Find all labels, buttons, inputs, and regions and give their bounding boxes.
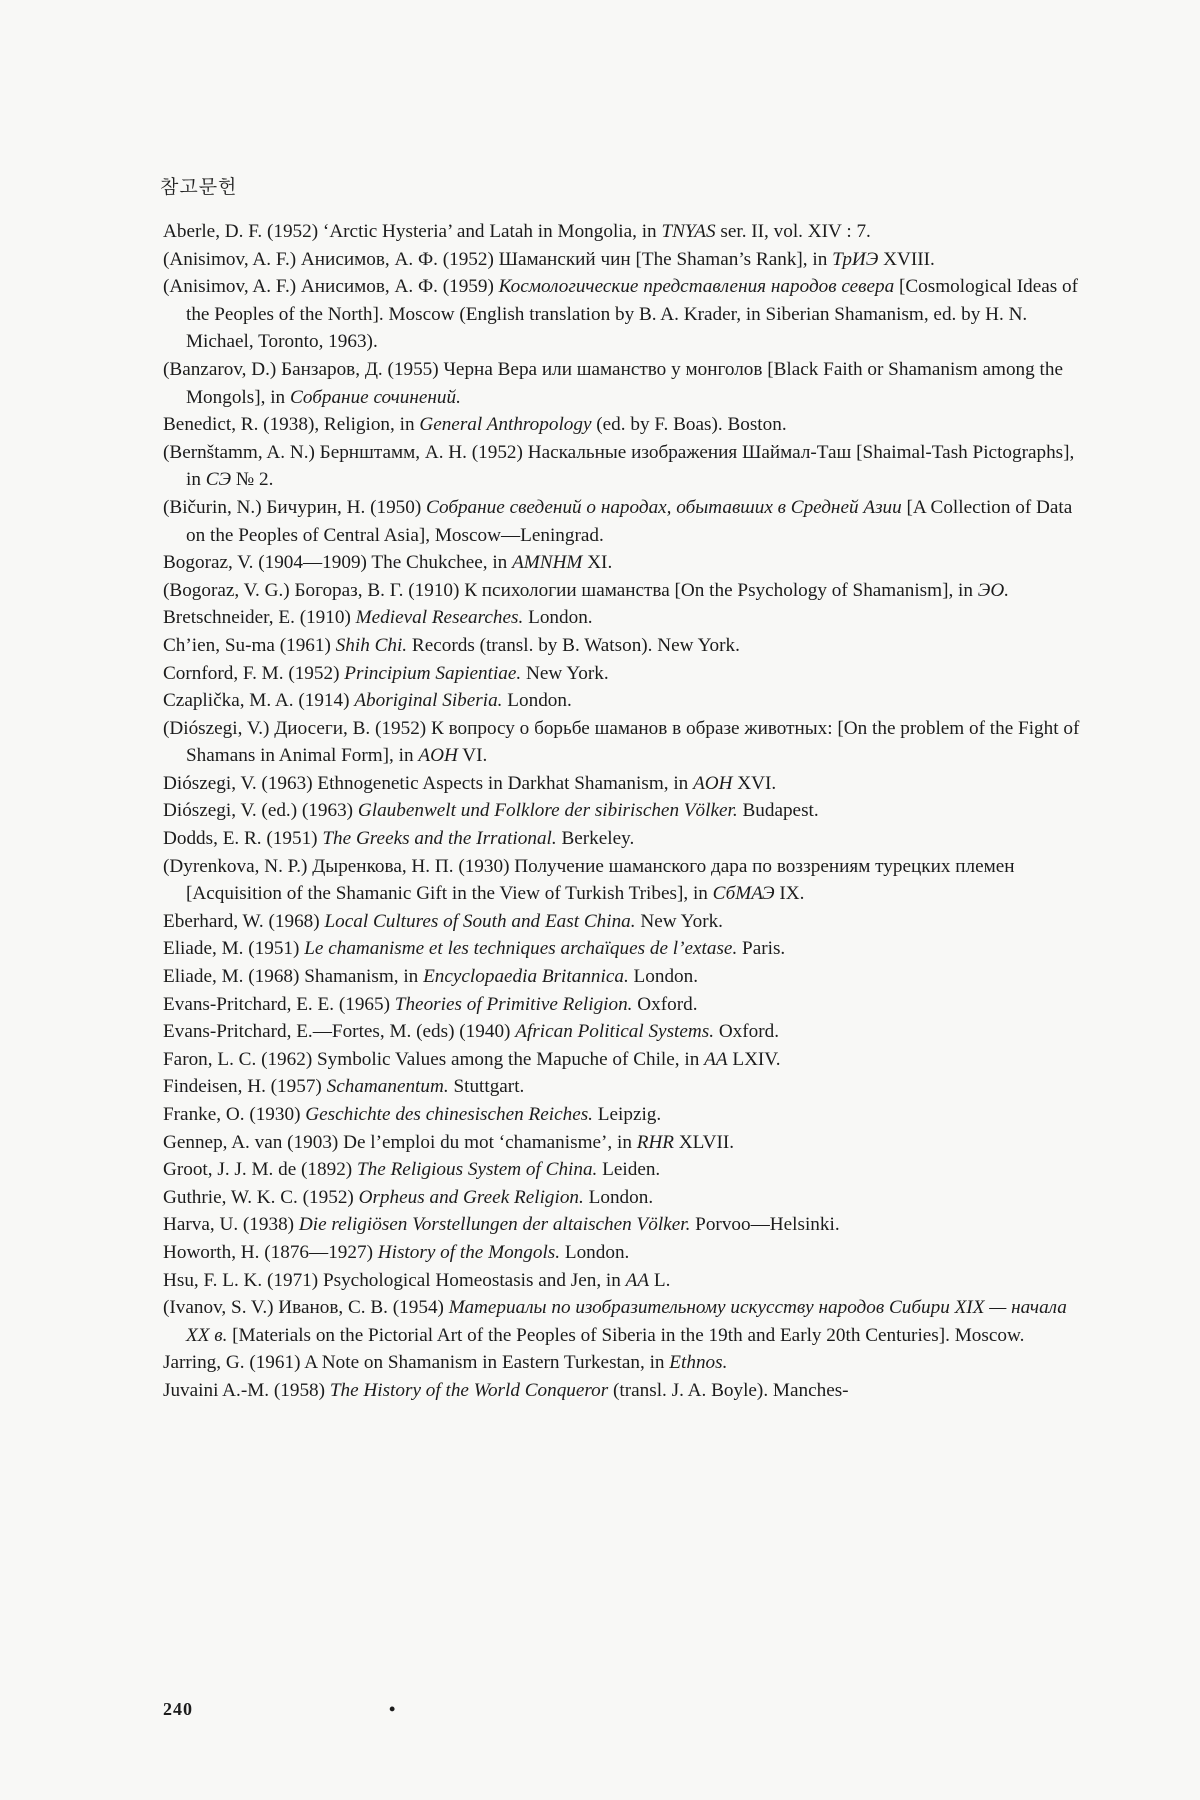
- entry-title: Glaubenwelt und Folklore der sibirischen Völker.: [357, 800, 738, 822]
- entry-text-after: [Cosmological Ideas of the Peoples of the North]. Moscow (English translation by B. A. Krader, in Siberian Shamanism, ed. by H. N. Michael, Toronto, 1963).: [186, 276, 1079, 353]
- entry-text-after: London.: [523, 607, 593, 629]
- bibliography-entry: [163, 632, 1083, 660]
- entry-text-after: Leipzig.: [592, 1104, 662, 1125]
- entry-title: The Religious System of China.: [357, 1159, 598, 1181]
- bibliography-entry: [163, 908, 1083, 936]
- entry-text-after: London.: [502, 690, 572, 712]
- entry-text: Aberle, D. F. (1952) ‘Arctic Hysteria’ and Latah in Mongolia, in: [163, 221, 662, 242]
- entry-text: Diószegi, V. (ed.) (1963): [163, 800, 358, 822]
- entry-text: Gennep, A. van (1903) De l’emploi du mot ‘chamanisme’, in: [163, 1131, 637, 1153]
- entry-text: Bogoraz, V. (1904—1909) The Chukchee, in: [163, 552, 513, 574]
- entry-text: (Bernštamm, A. N.) Бернштамм, А. Н. (1952) Наскальные изображения Шаймал-Таш [Shaimal-Tash Pictographs], in: [163, 441, 1075, 491]
- entry-text: Eliade, M. (1968) Shamanism, in: [163, 966, 424, 988]
- entry-text-after: ser. II, vol. XIV : 7.: [715, 221, 871, 242]
- bibliography-entry: [163, 825, 1083, 853]
- entry-title: Материалы по изобразительному искусству народов Сибири XIX — начала XX в.: [186, 1297, 1067, 1346]
- entry-text: Harva, U. (1938): [163, 1214, 299, 1236]
- entry-title: RHR: [636, 1131, 675, 1153]
- entry-title: СЭ: [205, 469, 232, 491]
- entry-title: Encyclopaedia Britannica.: [423, 966, 629, 988]
- page-number: 240: [163, 1699, 193, 1719]
- entry-title: Theories of Primitive Religion.: [394, 993, 633, 1015]
- bibliography-entry: [163, 770, 1083, 798]
- entry-title: The History of the World Conqueror: [329, 1379, 609, 1401]
- entry-text: Franke, O. (1930): [163, 1104, 306, 1125]
- bibliography-entry: [163, 1046, 1083, 1074]
- entry-text: (Diószegi, V.) Диосеги, В. (1952) К вопросу о борьбе шаманов в образе животных: [On the problem of the Fight of Shamans in Animal Form], in: [163, 717, 1080, 767]
- bibliography-entry: [163, 356, 1083, 411]
- bibliography-entry: [163, 1294, 1083, 1349]
- entry-title: Shih Chi.: [335, 634, 408, 656]
- bibliography-entry: [163, 273, 1083, 356]
- entry-text: Eliade, M. (1951): [163, 938, 305, 960]
- entry-text: Howorth, H. (1876—1927): [163, 1241, 378, 1263]
- bibliography-entry: [163, 1018, 1083, 1046]
- entry-text-after: [Materials on the Pictorial Art of the Peoples of Siberia in the 19th and Early 20th Centuries]. Moscow.: [227, 1324, 1025, 1346]
- entry-title: СбМАЭ: [712, 883, 775, 905]
- bibliography-entry: [163, 411, 1083, 439]
- entry-title: AMNHM: [512, 552, 583, 574]
- entry-text: (Bogoraz, V. G.) Богораз, В. Г. (1910) К психологии шаманства [On the Psychology of Shamanism], in: [163, 579, 978, 601]
- bibliography-entry: [163, 1184, 1083, 1212]
- entry-title: ЭО.: [977, 579, 1009, 601]
- entry-text: (Ivanov, S. V.) Иванов, С. В. (1954): [163, 1297, 449, 1319]
- entry-text-after: L.: [649, 1269, 671, 1291]
- bibliography-entry: [163, 218, 1083, 246]
- entry-text-after: Budapest.: [737, 800, 819, 822]
- entry-text-after: (transl. J. A. Boyle). Manches-: [608, 1379, 849, 1401]
- entry-title: Principium Sapientiae.: [344, 662, 522, 684]
- entry-text-after: Stuttgart.: [448, 1076, 525, 1098]
- entry-text: Ch’ien, Su-ma (1961): [163, 634, 336, 656]
- entry-text: (Banzarov, D.) Банзаров, Д. (1955) Черна Вера или шаманство у монголов [Black Faith or Shamanism among the Mongols], in: [163, 358, 1063, 408]
- entry-title: History of the Mongols.: [377, 1241, 561, 1263]
- footer-dot: •: [389, 1699, 397, 1719]
- entry-text: Bretschneider, E. (1910): [163, 607, 356, 629]
- entry-text-after: New York.: [635, 910, 723, 932]
- entry-text-after: [A Collection of Data on the Peoples of Central Asia], Moscow—Leningrad.: [186, 496, 1073, 546]
- entry-title: Medieval Researches.: [355, 607, 524, 629]
- bibliography-entry: [163, 439, 1083, 494]
- bibliography-entry: [163, 1267, 1083, 1295]
- entry-text-after: Leiden.: [597, 1159, 661, 1181]
- bibliography-entry: [163, 1239, 1083, 1267]
- entry-text: (Bičurin, N.) Бичурин, Н. (1950): [163, 496, 427, 518]
- entry-title: TNYAS: [661, 221, 716, 242]
- entry-text: Dodds, E. R. (1951): [163, 828, 323, 850]
- entry-text: Eberhard, W. (1968): [163, 910, 325, 932]
- entry-title: The Greeks and the Irrational.: [322, 828, 557, 850]
- entry-title: Собрание сведений о народах, обытавших в Средней Азии: [426, 496, 902, 518]
- entry-text-after: XVIII.: [878, 248, 935, 270]
- bibliography-entry: [163, 1211, 1083, 1239]
- bibliography-entry: [163, 494, 1083, 549]
- bibliography-entry: [163, 935, 1083, 963]
- bibliography-entry: [163, 246, 1083, 274]
- page-footer: [163, 1699, 396, 1720]
- entry-text: Faron, L. C. (1962) Symbolic Values among the Mapuche of Chile, in: [163, 1048, 705, 1070]
- bibliography-list: [163, 218, 1083, 1405]
- entry-title: Le chamanisme et les techniques archaïques de l’extase.: [304, 938, 738, 960]
- entry-title: AOH: [418, 745, 458, 767]
- entry-title: Aboriginal Siberia.: [354, 690, 503, 712]
- entry-text-after: LXIV.: [727, 1048, 781, 1070]
- entry-title: Local Cultures of South and East China.: [324, 910, 636, 932]
- entry-text-after: New York.: [521, 662, 609, 684]
- entry-text-after: (ed. by F. Boas). Boston.: [591, 414, 787, 436]
- bibliography-entry: [163, 853, 1083, 908]
- entry-text-after: VI.: [457, 745, 488, 767]
- bibliography-entry: [163, 604, 1083, 632]
- entry-text-after: IX.: [774, 883, 805, 905]
- entry-title: AA: [625, 1269, 650, 1291]
- bibliography-entry: [163, 687, 1083, 715]
- entry-title: Orpheus and Greek Religion.: [358, 1186, 584, 1208]
- bibliography-entry: [163, 1349, 1083, 1377]
- entry-text-after: Paris.: [737, 938, 786, 960]
- bibliography-entry: [163, 549, 1083, 577]
- entry-text: Hsu, F. L. K. (1971) Psychological Homeostasis and Jen, in: [163, 1269, 626, 1291]
- section-title: 참고문헌: [160, 176, 238, 198]
- entry-title: Ethnos.: [669, 1352, 728, 1374]
- bibliography-entry: [163, 797, 1083, 825]
- entry-text-after: Berkeley.: [556, 828, 635, 850]
- entry-text-after: Oxford.: [714, 1021, 780, 1043]
- bibliography-entry: [163, 1073, 1083, 1101]
- entry-title: AA: [704, 1048, 728, 1070]
- entry-title: Космологические представления народов севера: [498, 276, 895, 298]
- entry-text-after: London.: [560, 1241, 630, 1263]
- entry-text: Evans-Pritchard, E. E. (1965): [163, 993, 395, 1015]
- entry-title: African Political Systems.: [515, 1021, 715, 1043]
- entry-text: (Anisimov, A. F.) Анисимов, А. Ф. (1959): [163, 276, 499, 298]
- entry-text-after: XLVII.: [674, 1131, 735, 1153]
- entry-text-after: Porvoo—Helsinki.: [690, 1214, 840, 1236]
- entry-text: Diószegi, V. (1963) Ethnogenetic Aspects in Darkhat Shamanism, in: [163, 772, 694, 794]
- bibliography-entry: [163, 1156, 1083, 1184]
- entry-title: AOH: [693, 772, 733, 794]
- entry-title: Die religiösen Vorstellungen der altaischen Völker.: [298, 1214, 691, 1236]
- bibliography-entry: [163, 1377, 1083, 1405]
- entry-text-after: Records (transl. by B. Watson). New York.: [407, 634, 740, 656]
- entry-title: Собрание сочинений.: [289, 386, 461, 408]
- entry-text-after: Oxford.: [632, 993, 698, 1015]
- bibliography-entry: [163, 1101, 1083, 1129]
- entry-title: General Anthropology: [419, 414, 592, 436]
- entry-text: Findeisen, H. (1957): [163, 1076, 327, 1098]
- entry-title: Geschichte des chinesischen Reiches.: [305, 1104, 593, 1125]
- entry-text-after: XI.: [582, 552, 613, 574]
- entry-text-after: London.: [583, 1186, 654, 1208]
- entry-text: Jarring, G. (1961) A Note on Shamanism in Eastern Turkestan, in: [163, 1352, 670, 1374]
- entry-text: Evans-Pritchard, E.—Fortes, M. (eds) (1940): [163, 1021, 516, 1043]
- entry-text: Guthrie, W. K. C. (1952): [163, 1186, 359, 1208]
- entry-text: Czaplička, M. A. (1914): [163, 690, 355, 712]
- entry-text: Cornford, F. M. (1952): [163, 662, 345, 684]
- entry-text-after: London.: [628, 966, 699, 988]
- entry-title: ТрИЭ: [832, 248, 879, 270]
- entry-text: (Dyrenkova, N. P.) Дыренкова, Н. П. (1930) Получение шаманского дара по воззрениям турецких племен [Acquisition of the Shamanic Gift in the View of Turkish Tribes], in: [163, 855, 1015, 905]
- entry-text: Groot, J. J. M. de (1892): [163, 1159, 357, 1181]
- bibliography-entry: [163, 660, 1083, 688]
- entry-text: (Anisimov, A. F.) Анисимов, А. Ф. (1952) Шаманский чин [The Shaman’s Rank], in: [163, 248, 833, 270]
- entry-text: Juvaini A.-M. (1958): [163, 1379, 330, 1401]
- bibliography-entry: [163, 963, 1083, 991]
- bibliography-entry: [163, 991, 1083, 1019]
- entry-text: Benedict, R. (1938), Religion, in: [163, 414, 420, 436]
- bibliography-entry: [163, 1129, 1083, 1157]
- bibliography-entry: [163, 577, 1083, 605]
- bibliography-entry: [163, 715, 1083, 770]
- entry-text-after: XVI.: [732, 772, 777, 794]
- entry-title: Schamanentum.: [326, 1076, 449, 1098]
- entry-text-after: № 2.: [231, 469, 274, 491]
